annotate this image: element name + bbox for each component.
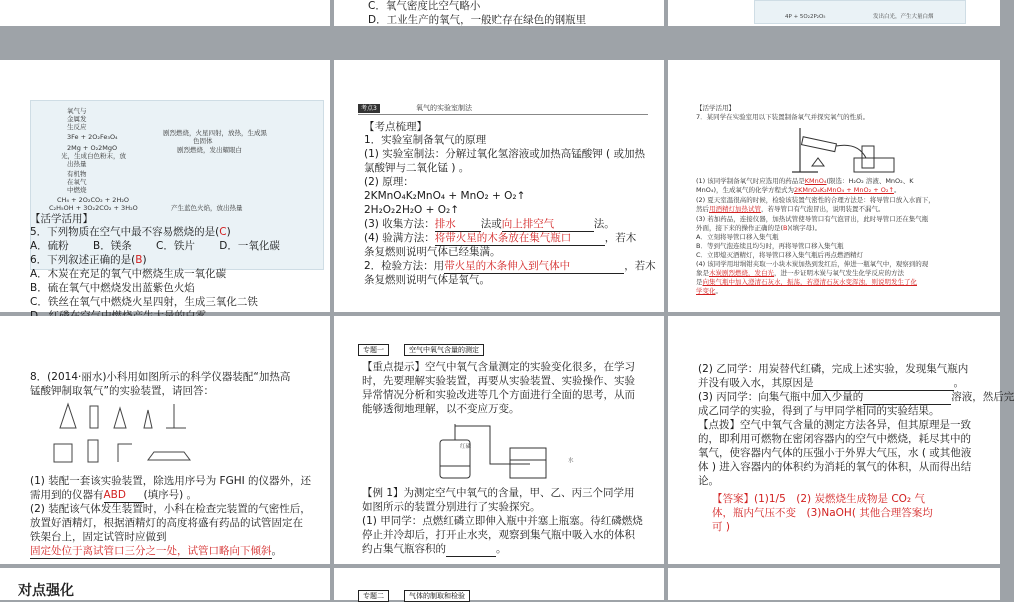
reaction-table <box>754 0 966 24</box>
answer-line: 【答案】(1)1/5 (2) 炭燃烧生成物是 CO₂ 气 <box>712 493 925 505</box>
question-8: 8．(2014·丽水)小科用如图所示的科学仪器装配“加热高 <box>30 371 291 383</box>
topic-tag: 专题一 <box>358 344 389 356</box>
part-4: (4) 该同学用坩埚钳夹取一小块木炭加热到发红后，伸进一瓶氧气中，观察到的现 <box>696 260 929 268</box>
text-line: 如图所示的装置分别进行了实验探究。 <box>362 501 541 513</box>
part-4-answer: 是向集气瓶中加入澄清石灰水，振荡，若澄清石灰水变浑浊，则说明发生了化 <box>696 278 917 286</box>
topic-title: 氧气的实验室制法 <box>416 104 472 112</box>
question-8-cont: 锰酸钾制取氧气”的实验装置，请回答： <box>30 385 214 397</box>
table-cell: C₂H₅OH + 3O₂2CO₂ + 3H₂O <box>49 204 138 212</box>
slide-5 <box>334 60 664 312</box>
question-6-option-a: A．木炭在充足的氧气中燃烧生成一氧化碳 <box>30 268 227 280</box>
table-cell: 剧烈燃烧，火星四射，放热，生成黑 <box>163 129 267 137</box>
part-4-end: 学变化。 <box>696 287 722 295</box>
text-line: (2) 乙同学：用炭替代红磷，完成上述实验，发现集气瓶内 <box>698 363 969 375</box>
part-1: (1) 装配一套该实验装置，除选用序号为 FGHI 的仪器外，还 <box>30 475 312 487</box>
text-line: 时，先要理解实验装置，再要从实验装置、实验操作、实验 <box>362 375 635 387</box>
text-line: (1) 实验室制法：分解过氧化氢溶液或加热高锰酸钾 ( 或加热 <box>364 148 645 160</box>
slide-7 <box>0 316 330 564</box>
question-6: 6．下列叙述正确的是(B) <box>30 254 147 266</box>
option-d: D．工业生产的氧气，一般贮存在绿色的钢瓶里 <box>368 14 587 26</box>
oxygen-apparatus-figure <box>430 420 560 482</box>
part-1: (1) 该同学制备氧气时应选用的药品是KMnO₄(限选：H₂O₂ 溶液、MnO₂、K <box>696 177 914 185</box>
text-line: (3) 丙同学：向集气瓶中加入少量的 溶液，然后完 <box>698 391 1014 403</box>
table-cell: 出热量 <box>67 160 87 168</box>
instruments-figure <box>40 400 220 470</box>
equation-1: 2KMnO₄K₂MnO₄ + MnO₂ + O₂↑ <box>364 190 526 202</box>
text-line: 异常情况分析和实验改进等几个方面进行全面的思考，从而 <box>362 389 635 401</box>
topic-tag: 专题二 <box>358 590 389 602</box>
text-line: 停止并冷却后，打开止水夹，观察到集气瓶中吸入水的体积 <box>362 529 635 541</box>
text-line: 【点拨】空气中氧气含量的测定方法各异，但其原理是一致 <box>698 419 971 431</box>
table-cell: 光，生成白色粉末，放 <box>61 152 126 160</box>
collection-method: (3) 收集方法：排水 法或向上排空气 法。 <box>364 218 615 230</box>
slide-8 <box>334 316 664 564</box>
text-line: (1) 甲同学：点燃红磷立即伸入瓶中并塞上瓶塞。待红磷燃烧 <box>362 515 643 527</box>
text-line: 论。 <box>698 475 719 487</box>
divider <box>358 114 648 115</box>
text-line: 条复燃则说明气体是氧气。 <box>364 274 490 286</box>
section-header: 【活学活用】 <box>696 104 735 112</box>
table-cell: 在氧气 <box>67 178 87 186</box>
test-method: 2．检验方法：用带火星的木条伸入到气体中 ，若木 <box>364 260 656 272</box>
part-1-eq: MnO₄)，生成氧气的化学方程式为2KMnO₄K₂MnO₄ + MnO₂ + O₂↑。 <box>696 186 901 194</box>
part-3: (3) 若加药品，连接仪器，加热试管使导管口有气泡冒出，此时导管口还在集气瓶 <box>696 215 929 223</box>
part-2-cont2: 铁架台上，固定试管时应做到 <box>30 531 167 543</box>
table-cell: 剧烈燃烧，发出耀眼白 <box>177 146 242 154</box>
question-6-option-b: B．硫在氧气中燃烧发出蓝紫色火焰 <box>30 282 195 294</box>
part-1-cont: 需用到的仪器有ABD (填序号) 。 <box>30 489 198 501</box>
full-check-method: (4) 验满方法：将带火星的木条放在集气瓶口 ，若木 <box>364 232 637 244</box>
table-cell: 3Fe + 2O₂Fe₃O₄ <box>67 133 118 141</box>
text-line: 【重点提示】空气中氧气含量测定的实验变化很多，在学习 <box>362 361 635 373</box>
text-line: 能够透彻地理解，以不变应万变。 <box>362 403 520 415</box>
text-line: 1．实验室制备氧气的原理 <box>364 134 487 146</box>
reaction-observation: 发出白光，产生大量白烟 <box>873 14 934 20</box>
text-line: 氧气，使容器内气体的压强小于外界大气压，水 ( 或其他液 <box>698 447 972 459</box>
part-2-answer: 固定处位于离试管口三分之一处，试管口略向下倾斜。 <box>30 545 282 557</box>
text-line: (2) 原理： <box>364 176 414 188</box>
slide-11 <box>334 568 664 600</box>
table-cell: 金属发 <box>67 115 87 123</box>
slide-2 <box>334 0 664 26</box>
table-cell: CH₄ + 2O₂CO₂ + 2H₂O <box>57 196 130 204</box>
section-header: 【考点梳理】 <box>364 121 427 133</box>
reaction-eq: 4P + 5O₂2P₂O₅ <box>785 14 826 20</box>
slide-3 <box>668 0 1000 26</box>
example-1: 【例 1】为测定空气中氧气的含量，甲、乙、丙三个同学用 <box>362 487 635 499</box>
part-2: (2) 装配该气体发生装置时，小科在检查完装置的气密性后， <box>30 503 311 515</box>
slide-6 <box>668 60 1000 312</box>
question-6-option-c: C．铁丝在氧气中燃烧火星四射，生成三氧化二铁 <box>30 296 258 308</box>
slide-4 <box>0 60 330 312</box>
slide-9 <box>668 316 1014 564</box>
label-phosphorus: 红磷 <box>460 444 472 450</box>
label-water: 水 <box>568 458 574 464</box>
topic-tag: 考点3 <box>358 104 380 113</box>
text-line: 成乙同学的实验，得到了与甲同学相同的实验结果。 <box>698 405 940 417</box>
apparatus-diagram <box>788 122 898 174</box>
part-2-cont: 然后用酒精灯加热试管，若导管口有气泡冒出，说明装置不漏气。 <box>696 205 885 213</box>
table-cell: 色固体 <box>193 137 213 145</box>
slide-10 <box>0 568 330 600</box>
table-cell: 产生蓝色火焰，放出热量 <box>171 204 243 212</box>
text-line: 并没有吸入水，其原因是 。 <box>698 377 964 389</box>
text-line: 体 ) 进入容器内的体积约为消耗的氧气的体积，从而得出结 <box>698 461 972 473</box>
part-3-cont: 外面，接下来的操作正确的是(B)(填字母)。 <box>696 224 822 232</box>
option-c: C．立即熄灭酒精灯，将导管口移入集气瓶后再点燃酒精灯 <box>696 251 864 259</box>
option-b: B．等到气泡连续且均匀时，再将导管口移入集气瓶 <box>696 242 844 250</box>
part-2-cont: 放置好酒精灯，根据酒精灯的高度将盛有药品的试管固定在 <box>30 517 303 529</box>
table-cell: 2Mg + O₂2MgO <box>67 144 118 152</box>
option-c: C．氧气密度比空气略小 <box>368 0 481 12</box>
table-cell: 有机物 <box>67 170 87 178</box>
text-line: 约占集气瓶容积的 。 <box>362 543 507 555</box>
text-line: 条复燃则说明气体已经集满。 <box>364 246 501 258</box>
table-cell: 中燃烧 <box>67 186 87 194</box>
question-5: 5．下列物质在空气中最不容易燃烧的是(C) <box>30 226 231 238</box>
section-header: 【活学活用】 <box>30 213 93 225</box>
option-a: A．立刻将导管口移入集气瓶 <box>696 233 779 241</box>
topic-title: 空气中氧气含量的测定 <box>404 344 484 356</box>
equation-2: 2H₂O₂2H₂O + O₂↑ <box>364 204 460 216</box>
table-cell: 生反应 <box>67 123 87 131</box>
topic-title: 气体的制取和检验 <box>404 590 470 602</box>
part-4-cont: 象是木炭剧烈燃烧，发白光，进一步证明木炭与氧气发生化学反应的方法 <box>696 269 904 277</box>
table-cell: 氧气与 <box>67 107 87 115</box>
text-line: 氯酸钾与二氧化锰 ) 。 <box>364 162 470 174</box>
part-2: (2) 夏天室温很高的时候，检验该装置气密性的合理方法是：将导管口放入水面下， <box>696 196 935 204</box>
question-5-options: A．硫粉 B．镁条 C．铁片 D．一氧化碳 <box>30 240 280 252</box>
answer-line: 体，瓶内气压不变 (3)NaOH( 其他合理答案均 <box>712 507 933 519</box>
text-line: 的，即利用可燃物在密闭容器内的空气中燃烧，耗尽其中的 <box>698 433 971 445</box>
slide-12 <box>668 568 1000 600</box>
question-7: 7．某同学在实验室用以下装置制备氧气并探究氧气的性质。 <box>696 113 870 121</box>
slide-1 <box>0 0 330 26</box>
answer-line: 可 ) <box>712 521 730 533</box>
section-title: 对点强化 <box>18 583 74 599</box>
